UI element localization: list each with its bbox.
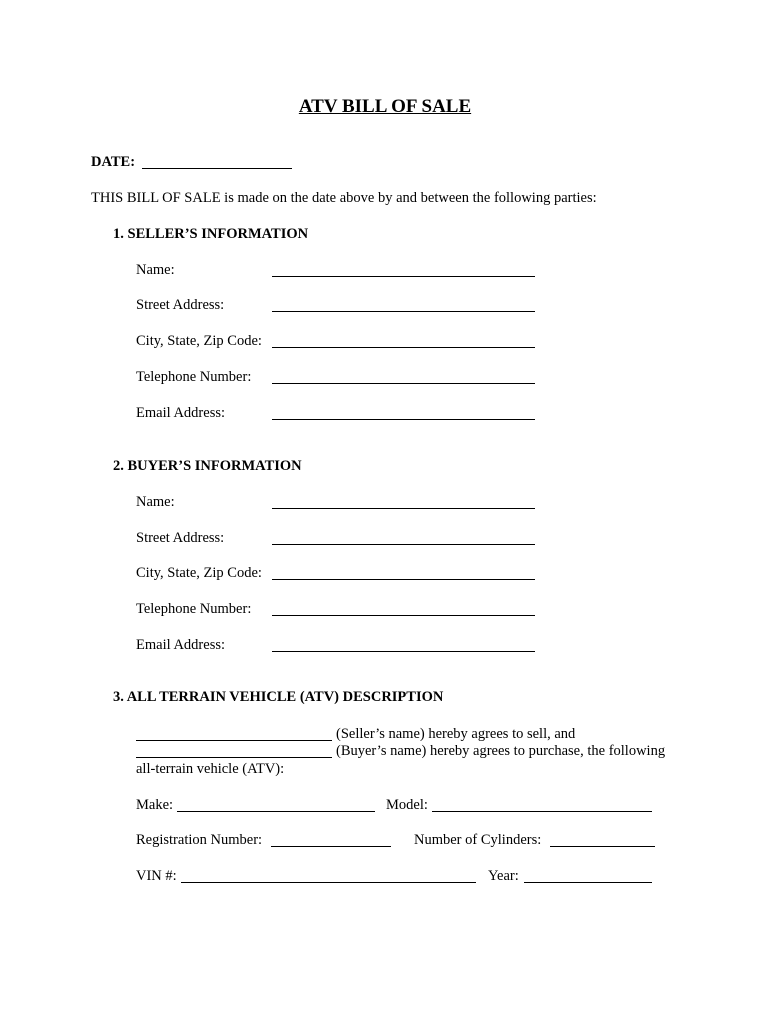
atv-heading: 3. ALL TERRAIN VEHICLE (ATV) DESCRIPTION	[113, 689, 444, 705]
seller-city-line[interactable]	[272, 347, 535, 348]
seller-name-label: Name:	[136, 262, 175, 278]
intro-text: THIS BILL OF SALE is made on the date above by and between the following parties:	[91, 190, 597, 206]
seller-email-line[interactable]	[272, 419, 535, 420]
seller-email-label: Email Address:	[136, 405, 226, 421]
vin-line[interactable]	[181, 882, 476, 883]
cylinders-line[interactable]	[550, 846, 655, 847]
buyer-phone-label: Telephone Number:	[136, 601, 252, 617]
buyer-name-label: Name:	[136, 494, 175, 510]
vin-label: VIN #:	[136, 868, 177, 884]
make-label: Make:	[136, 797, 174, 813]
seller-name-line[interactable]	[272, 276, 535, 277]
vehicle-line: all-terrain vehicle (ATV):	[136, 761, 285, 777]
model-line[interactable]	[432, 811, 652, 812]
seller-clause: (Seller’s name) hereby agrees to sell, and	[336, 726, 576, 742]
model-label: Model:	[386, 797, 428, 813]
buyer-email-line[interactable]	[272, 651, 535, 652]
seller-phone-label: Telephone Number:	[136, 369, 252, 385]
seller-city-label: City, State, Zip Code:	[136, 333, 262, 349]
buyer-city-line[interactable]	[272, 579, 535, 580]
buyer-email-label: Email Address:	[136, 637, 226, 653]
make-line[interactable]	[177, 811, 375, 812]
buyer-clause: (Buyer’s name) hereby agrees to purchase, the following	[336, 743, 666, 759]
cylinders-label: Number of Cylinders:	[414, 832, 542, 848]
seller-heading: 1. SELLER’S INFORMATION	[113, 226, 309, 242]
date-label: DATE:	[91, 154, 136, 170]
buyer-street-label: Street Address:	[136, 530, 225, 546]
registration-line[interactable]	[271, 846, 391, 847]
buyer-city-label: City, State, Zip Code:	[136, 565, 262, 581]
buyer-name-blank[interactable]	[136, 757, 332, 758]
date-input-line[interactable]	[142, 168, 292, 169]
seller-street-line[interactable]	[272, 311, 535, 312]
document-title: ATV BILL OF SALE	[298, 96, 472, 117]
seller-phone-line[interactable]	[272, 383, 535, 384]
year-line[interactable]	[524, 882, 652, 883]
buyer-name-line[interactable]	[272, 508, 535, 509]
buyer-street-line[interactable]	[272, 544, 535, 545]
year-label: Year:	[488, 868, 519, 884]
seller-street-label: Street Address:	[136, 297, 225, 313]
registration-label: Registration Number:	[136, 832, 263, 848]
seller-name-blank[interactable]	[136, 740, 332, 741]
buyer-heading: 2. BUYER’S INFORMATION	[113, 458, 302, 474]
buyer-phone-line[interactable]	[272, 615, 535, 616]
